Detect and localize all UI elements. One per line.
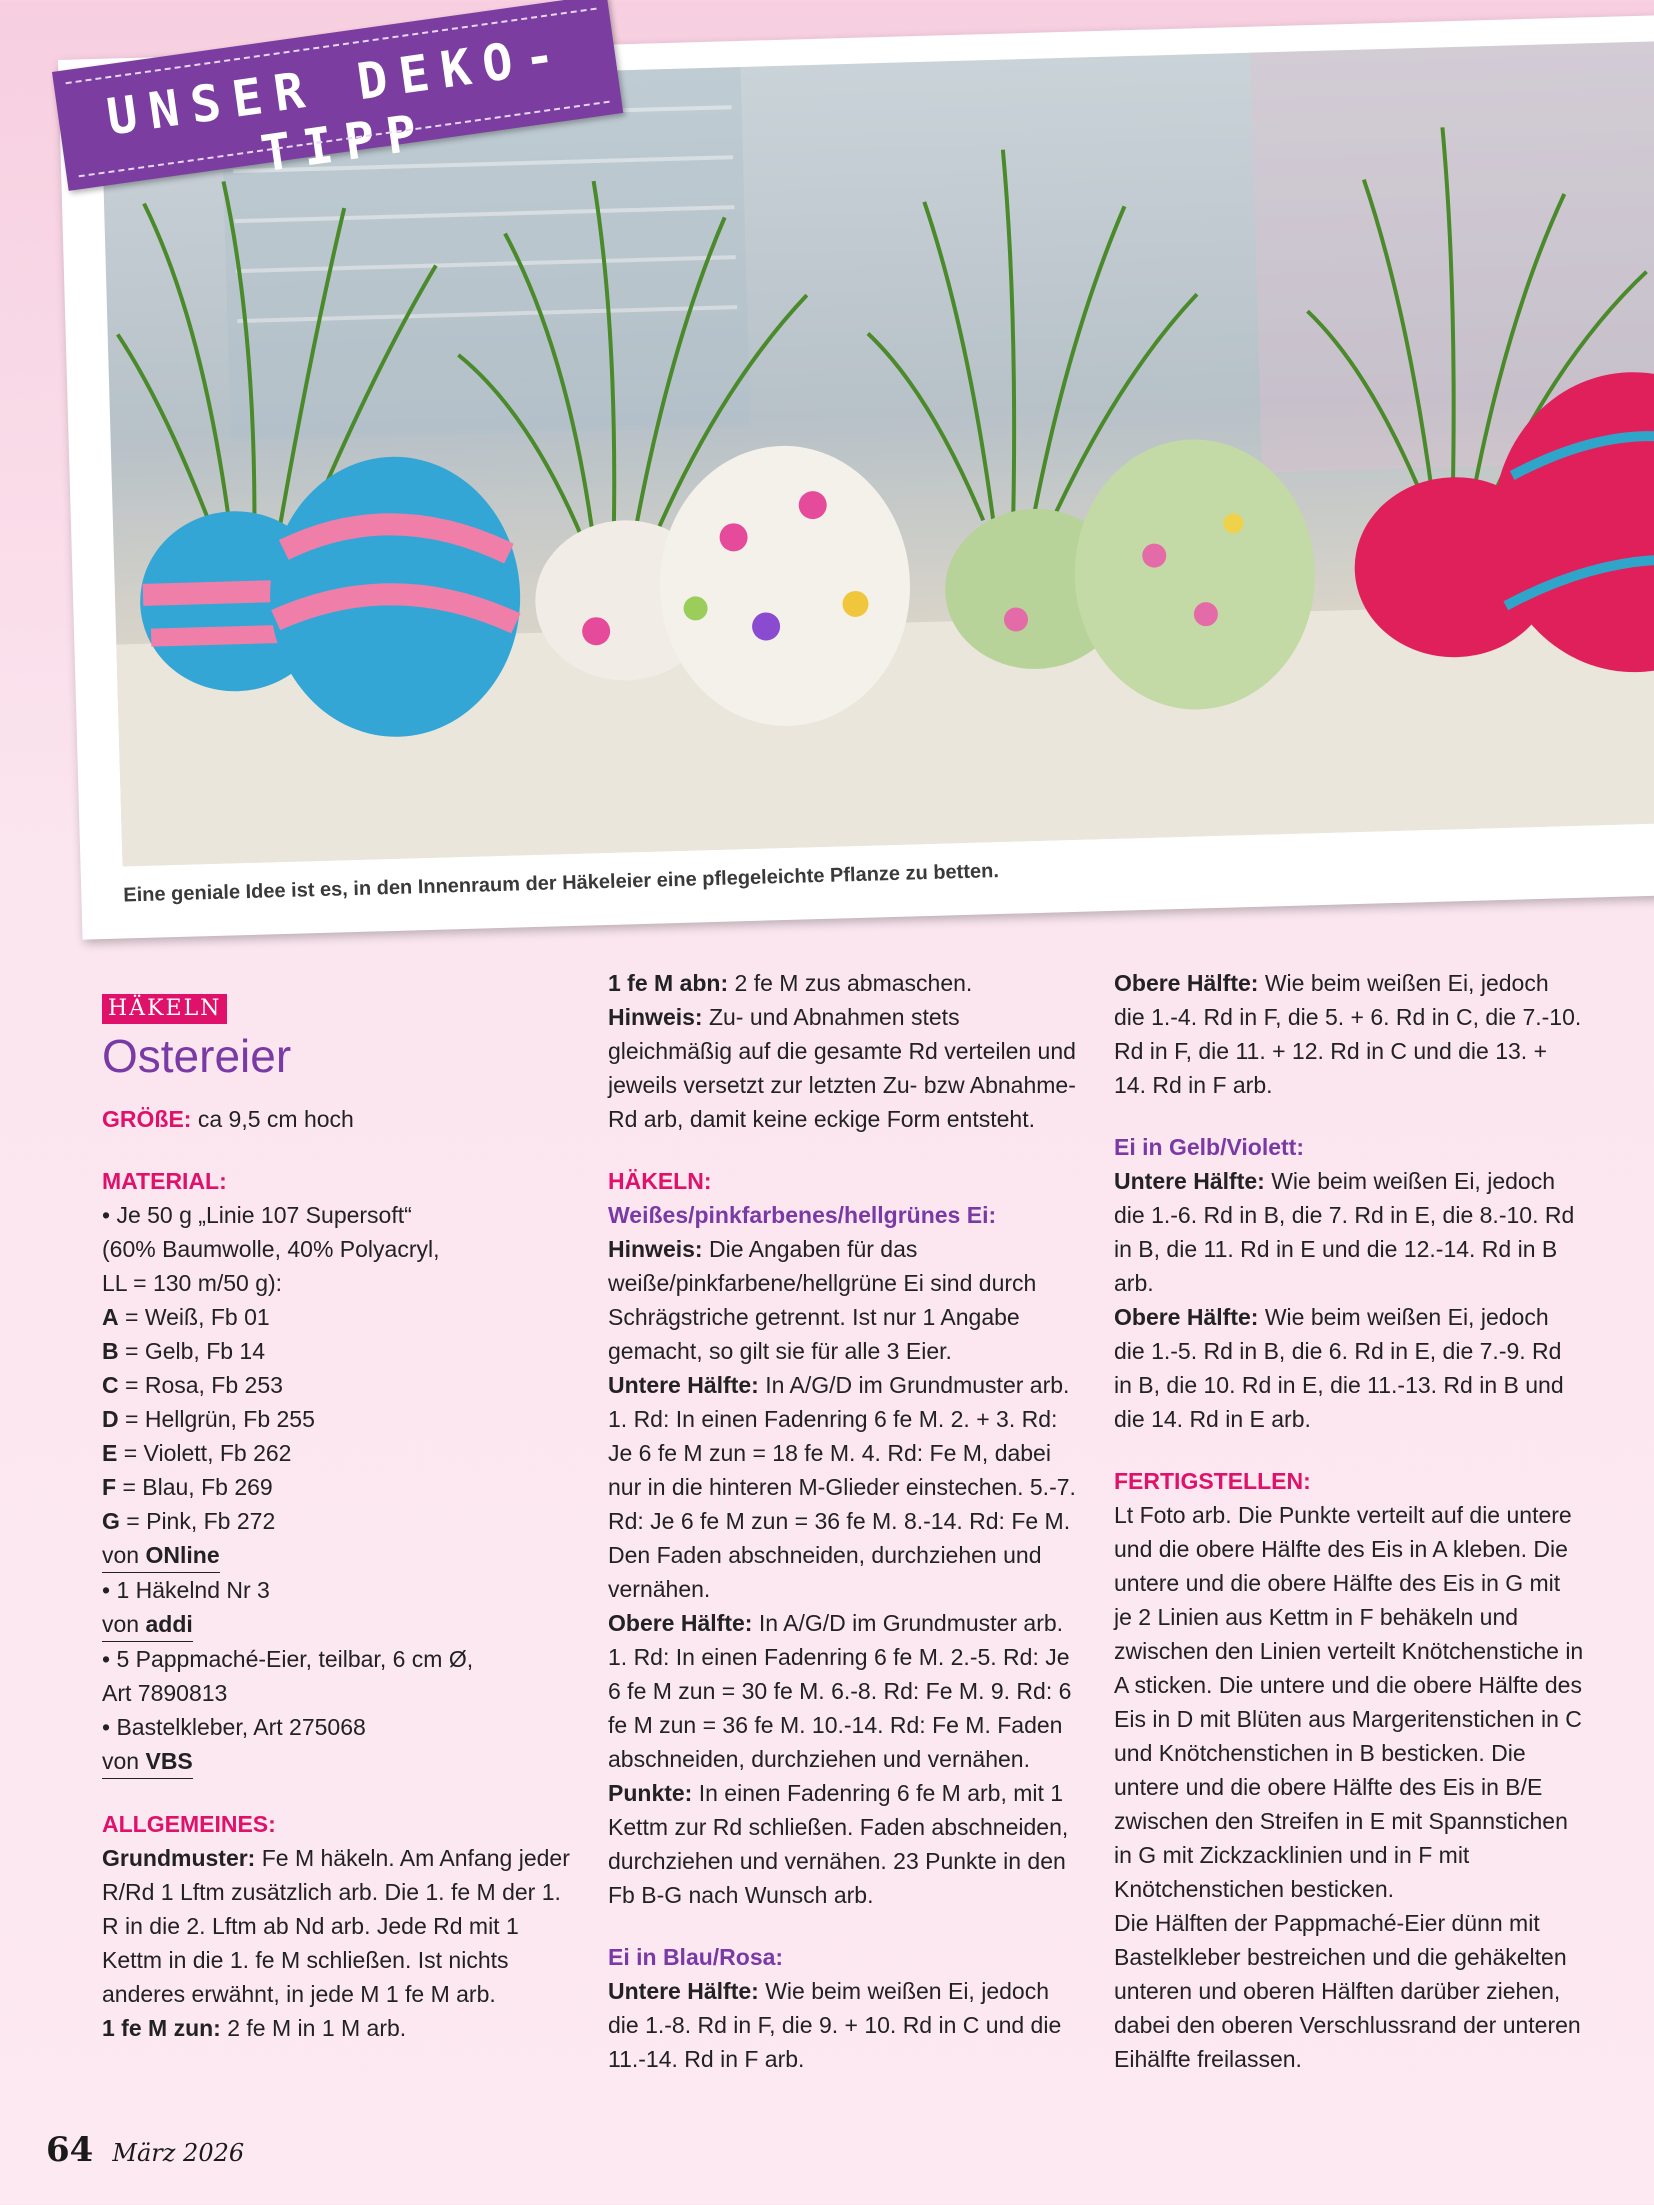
color-item: A = Weiß, Fb 01 xyxy=(102,1304,270,1330)
blue-egg-subhead: Ei in Blau/Rosa: xyxy=(608,1944,784,1970)
grundmuster-paragraph: Grundmuster: Fe M häkeln. Am Anfang jeder R/Rd 1 Lftm zusätzlich arb. Die 1. fe M der 1. R in die 2. Lftm ab Nd arb. Jede Rd mit 1 Kettm in die 1. fe M schließen. Ist nichts anderes erwähnt, in jede M 1 fe M arb. xyxy=(102,1845,570,2007)
color-item: E = Violett, Fb 262 xyxy=(102,1440,292,1466)
material-line: (60% Baumwolle, 40% Polyacryl, xyxy=(102,1236,440,1262)
banner-text: UNSER DEKO-TIPP xyxy=(103,24,570,184)
glue-line: • Bastelkleber, Art 275068 xyxy=(102,1714,366,1740)
abn-paragraph: 1 fe M abn: 2 fe M zus abmaschen. xyxy=(608,970,973,996)
general-label: ALLGEMEINES: xyxy=(102,1811,276,1837)
eggs-line: Art 7890813 xyxy=(102,1680,228,1706)
page-number: 64 xyxy=(46,2130,94,2170)
size-value: ca 9,5 cm hoch xyxy=(197,1106,354,1132)
material-label: MATERIAL: xyxy=(102,1168,227,1194)
color-item: B = Gelb, Fb 14 xyxy=(102,1338,266,1364)
finishing-paragraph: Lt Foto arb. Die Punkte verteilt auf die untere und die obere Hälfte des Eis in A kleben. Die untere und die obere Hälfte des Eis in G mit je 2 Linien aus Kettm in F behäkeln und zwischen den Linien verteilt Knötchenstiche in A sticken. Die untere und die obere Hälfte des Eis in D mit Blüten aus Margeritenstichen in C und Knötchenstichen in B besticken. Die untere und die obere Hälfte des Eis in B/E zwischen den Streifen in E mit Spannstichen in G mit Zickzacklinien und in F mit Knötchenstichen besticken. xyxy=(1114,1502,1584,1902)
finishing-paragraph: Die Hälften der Pappmaché-Eier dünn mit Bastelkleber bestreichen und die gehäkelten unteren und oberen Hälften darüber ziehen, dabei den oberen Verschlussrand der unteren Eihälfte freilassen. xyxy=(1114,1910,1581,2072)
upper-half-paragraph: Obere Hälfte: In A/G/D im Grundmuster arb. 1. Rd: In einen Fadenring 6 fe M. 2.-5. Rd: Je 6 fe M zun = 30 fe M. 6.-8. Rd: Fe M. 9. Rd: 6 fe M zun = 36 fe M. 10.-14. Rd: Fe M. Faden abschneiden, durchziehen und vernähen. xyxy=(608,1610,1072,1772)
issue-date: März 2026 xyxy=(112,2139,245,2167)
supplier-line: von addi xyxy=(102,1607,193,1642)
yellow-lower-paragraph: Untere Hälfte: Wie beim weißen Ei, jedoch die 1.-6. Rd in B, die 7. Rd in E, die 8.-10. Rd in B, die 11. Rd in E und die 12.-14. Rd in B arb. xyxy=(1114,1168,1575,1296)
material-line: LL = 130 m/50 g): xyxy=(102,1270,283,1296)
article-title: Ostereier xyxy=(102,1030,292,1082)
supplier-line: von ONline xyxy=(102,1538,220,1573)
hinweis-paragraph: Hinweis: Zu- und Abnahmen stets gleichmäßig auf die gesamte Rd verteilen und jeweils versetzt zur letzten Zu- bzw Abnahme-Rd arb, damit keine eckige Form entsteht. xyxy=(608,1004,1076,1132)
hinweis-paragraph: Hinweis: Die Angaben für das weiße/pinkfarbene/hellgrüne Ei sind durch Schrägstriche getrennt. Ist nur 1 Angabe gemacht, so gilt sie für alle 3 Eier. xyxy=(608,1236,1037,1364)
supplier-line: von VBS xyxy=(102,1744,193,1779)
page-footer xyxy=(46,2130,244,2170)
column-2 xyxy=(608,966,1078,2076)
blue-upper-paragraph: Obere Hälfte: Wie beim weißen Ei, jedoch die 1.-4. Rd in F, die 5. + 6. Rd in C, die 7.-10. Rd in F, die 11. + 12. Rd in C und die 13. + 14. Rd in F arb. xyxy=(1114,970,1582,1098)
color-item: C = Rosa, Fb 253 xyxy=(102,1372,283,1398)
blue-lower-paragraph: Untere Hälfte: Wie beim weißen Ei, jedoch die 1.-8. Rd in F, die 9. + 10. Rd in C und die 11.-14. Rd in F arb. xyxy=(608,1978,1062,2072)
white-egg-subhead: Weißes/pinkfarbenes/hellgrünes Ei: xyxy=(608,1202,997,1228)
lower-half-paragraph: Untere Hälfte: In A/G/D im Grundmuster arb. 1. Rd: In einen Fadenring 6 fe M. 2. + 3. Rd: Je 6 fe M zun = 18 fe M. 4. Rd: Fe M, dabei nur in die hinteren M-Glieder einstechen. 5.-7. Rd: Je 6 fe M zun = 36 fe M. 8.-14. Rd: Fe M. Den Faden abschneiden, durchziehen und vernähen. xyxy=(608,1372,1076,1602)
finishing-label: FERTIGSTELLEN: xyxy=(1114,1468,1311,1494)
column-1 xyxy=(102,960,576,2045)
zun-paragraph: 1 fe M zun: 2 fe M in 1 M arb. xyxy=(102,2015,407,2041)
dots-paragraph: Punkte: In einen Fadenring 6 fe M arb, mit 1 Kettm zur Rd schließen. Faden abschneiden, durchziehen und vernähen. 23 Punkte in den Fb B-G nach Wunsch arb. xyxy=(608,1780,1069,1908)
size-label: GRÖßE: xyxy=(102,1106,192,1132)
color-item: D = Hellgrün, Fb 255 xyxy=(102,1406,315,1432)
category-tag: HÄKELN xyxy=(102,994,227,1024)
yellow-upper-paragraph: Obere Hälfte: Wie beim weißen Ei, jedoch die 1.-5. Rd in B, die 6. Rd in E, die 7.-9. Rd in B, die 10. Rd in E, die 11.-13. Rd in B und die 14. Rd in E arb. xyxy=(1114,1304,1564,1432)
color-item: G = Pink, Fb 272 xyxy=(102,1508,276,1534)
column-3 xyxy=(1114,966,1584,2076)
color-item: F = Blau, Fb 269 xyxy=(102,1474,273,1500)
eggs-line: • 5 Pappmaché-Eier, teilbar, 6 cm Ø, xyxy=(102,1646,474,1672)
material-line: • Je 50 g „Linie 107 Supersoft“ xyxy=(102,1202,412,1228)
photo-caption: Eine geniale Idee ist es, in den Innenraum der Häkeleier eine pflegeleichte Pflanze zu betten. xyxy=(123,860,1000,907)
needle-line: • 1 Häkelnd Nr 3 xyxy=(102,1577,270,1603)
yellow-egg-subhead: Ei in Gelb/Violett: xyxy=(1114,1134,1304,1160)
crochet-label: HÄKELN: xyxy=(608,1168,712,1194)
